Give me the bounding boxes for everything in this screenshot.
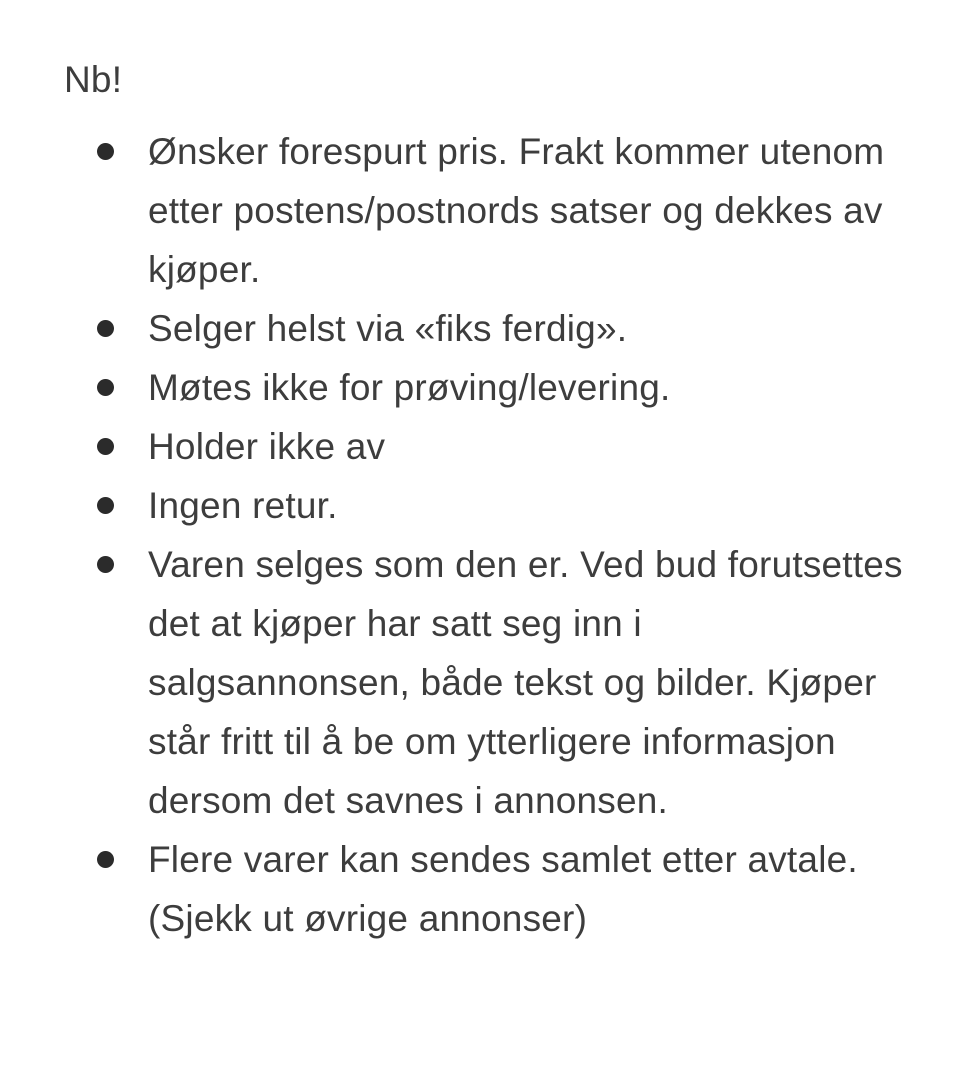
list-item: Selger helst via «fiks ferdig». xyxy=(64,299,904,358)
list-item: Varen selges som den er. Ved bud forutsettes det at kjøper har satt seg inn i salgsannonsen, både tekst og bilder. Kjøper står fritt til å be om ytterligere informasjon dersom det savnes i annonsen. xyxy=(64,535,904,830)
notes-list xyxy=(64,122,904,948)
note-heading: Nb! xyxy=(64,59,123,100)
list-item: Flere varer kan sendes samlet etter avtale. (Sjekk ut øvrige annonser) xyxy=(64,830,904,948)
list-item: Ønsker forespurt pris. Frakt kommer utenom etter postens/postnords satser og dekkes av kjøper. xyxy=(64,122,904,299)
list-item: Ingen retur. xyxy=(64,476,904,535)
list-item: Holder ikke av xyxy=(64,417,904,476)
list-item: Møtes ikke for prøving/levering. xyxy=(64,358,904,417)
